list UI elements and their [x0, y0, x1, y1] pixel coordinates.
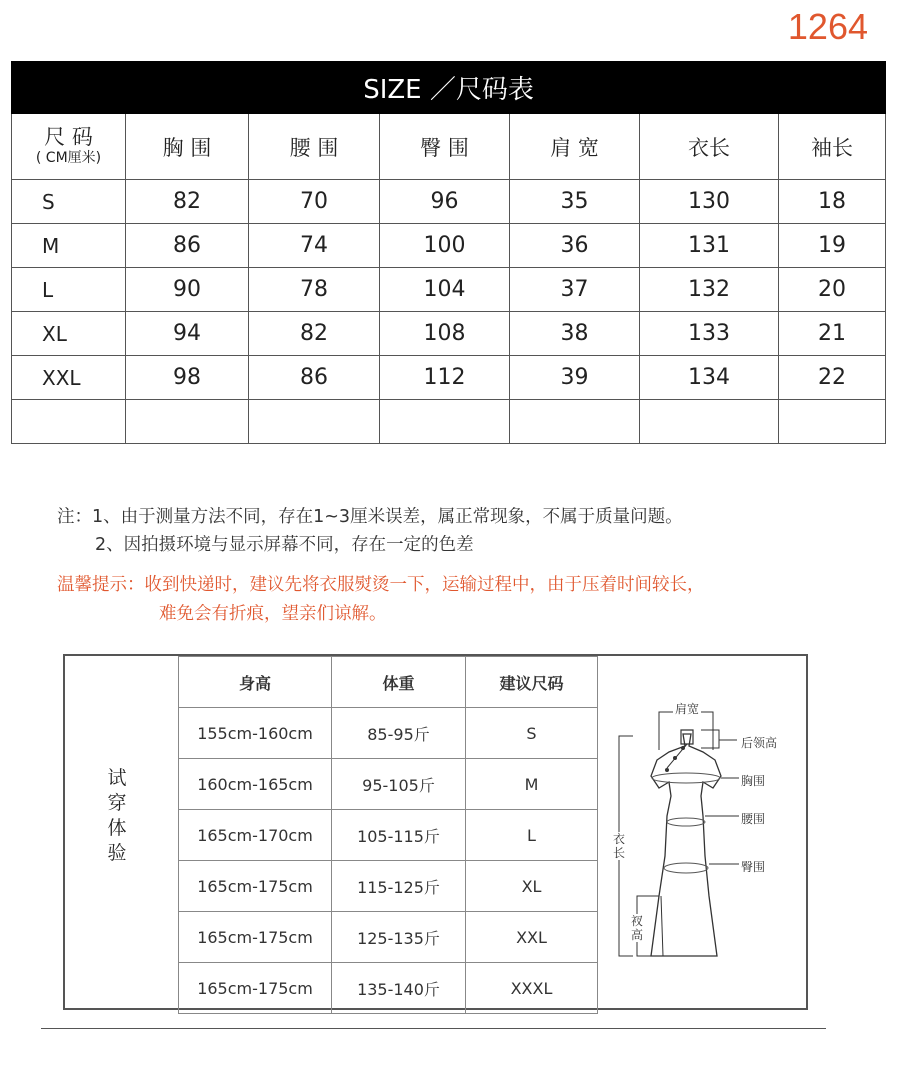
trial-label: 试穿体验 [107, 767, 127, 864]
column-header-sleeve: 袖长 [779, 114, 886, 180]
table-row [12, 356, 886, 400]
trial-fit-table [178, 656, 598, 1014]
waist-measure-line [667, 818, 705, 826]
size-cell: L [12, 268, 126, 312]
label-length: 衣长 [612, 832, 625, 860]
empty-cell [640, 400, 779, 444]
size-chart-header-row [12, 114, 886, 180]
trial-fit-section [63, 654, 808, 1010]
column-header-length: 衣长 [640, 114, 779, 180]
trial-header-row [179, 657, 598, 708]
button-icon [673, 756, 677, 760]
weight-cell: 85-95斤 [332, 708, 466, 759]
label-waist: 腰围 [741, 812, 766, 826]
value-cell: 134 [640, 356, 779, 400]
empty-cell [126, 400, 249, 444]
table-row [12, 224, 886, 268]
suggested-size-cell: L [466, 810, 598, 861]
table-row [179, 708, 598, 759]
empty-table-row [12, 400, 886, 444]
size-cell: M [12, 224, 126, 268]
value-cell: 90 [126, 268, 249, 312]
label-back-collar: 后领高 [741, 736, 778, 750]
suggested-size-cell: XXXL [466, 963, 598, 1014]
size-header-label: 尺 码 [44, 125, 93, 150]
collar-shape [681, 730, 693, 744]
height-cell: 155cm-160cm [179, 708, 332, 759]
weight-cell: 125-135斤 [332, 912, 466, 963]
suggested-size-cell: S [466, 708, 598, 759]
table-row [179, 861, 598, 912]
label-slit: 衩高 [630, 914, 643, 942]
label-chest: 胸围 [741, 774, 766, 788]
column-header-shoulder: 肩 宽 [510, 114, 640, 180]
value-cell: 86 [126, 224, 249, 268]
size-chart-table [11, 61, 886, 444]
measurement-notes [57, 503, 683, 559]
size-cell: XL [12, 312, 126, 356]
header-weight: 体重 [332, 657, 466, 708]
button-icon [681, 746, 685, 750]
table-row [179, 810, 598, 861]
product-code: 1264 [787, 6, 868, 47]
back-collar-bracket [701, 730, 719, 748]
value-cell: 74 [249, 224, 380, 268]
note-line-1: 注：1、由于测量方法不同，存在1~3厘米误差，属正常现象，不属于质量问题。 [57, 507, 683, 527]
table-row [12, 312, 886, 356]
empty-cell [249, 400, 380, 444]
height-cell: 165cm-175cm [179, 861, 332, 912]
qipao-dress-illustration [597, 656, 806, 1010]
size-chart-title: SIZE ／尺码表 [12, 62, 886, 114]
header-height: 身高 [179, 657, 332, 708]
slit-line [661, 896, 663, 956]
value-cell: 20 [779, 268, 886, 312]
value-cell: 86 [249, 356, 380, 400]
value-cell: 133 [640, 312, 779, 356]
size-cell: XXL [12, 356, 126, 400]
weight-cell: 115-125斤 [332, 861, 466, 912]
measurement-diagram [597, 656, 806, 1010]
warm-tips [57, 571, 705, 629]
suggested-size-cell: XL [466, 861, 598, 912]
table-row [179, 759, 598, 810]
weight-cell: 135-140斤 [332, 963, 466, 1014]
value-cell: 38 [510, 312, 640, 356]
hip-measure-line [664, 863, 708, 873]
value-cell: 82 [126, 180, 249, 224]
weight-cell: 95-105斤 [332, 759, 466, 810]
height-cell: 165cm-175cm [179, 912, 332, 963]
height-cell: 165cm-170cm [179, 810, 332, 861]
value-cell: 108 [380, 312, 510, 356]
value-cell: 21 [779, 312, 886, 356]
table-row [12, 268, 886, 312]
value-cell: 131 [640, 224, 779, 268]
header-suggested-size: 建议尺码 [466, 657, 598, 708]
label-hip: 臀围 [741, 860, 766, 874]
value-cell: 35 [510, 180, 640, 224]
note-line-2: 2、因拍摄环境与显示屏幕不同，存在一定的色差 [95, 535, 474, 555]
value-cell: 19 [779, 224, 886, 268]
value-cell: 39 [510, 356, 640, 400]
value-cell: 36 [510, 224, 640, 268]
value-cell: 100 [380, 224, 510, 268]
value-cell: 22 [779, 356, 886, 400]
empty-cell [12, 400, 126, 444]
tip-line-1: 温馨提示：收到快递时，建议先将衣服熨烫一下，运输过程中，由于压着时间较长， [57, 575, 705, 595]
value-cell: 82 [249, 312, 380, 356]
value-cell: 78 [249, 268, 380, 312]
tip-line-2: 难免会有折痕，望亲们谅解。 [159, 604, 387, 624]
value-cell: 98 [126, 356, 249, 400]
value-cell: 130 [640, 180, 779, 224]
table-row [12, 180, 886, 224]
value-cell: 112 [380, 356, 510, 400]
column-header-chest: 胸 围 [126, 114, 249, 180]
table-row [179, 912, 598, 963]
button-icon [665, 768, 669, 772]
value-cell: 18 [779, 180, 886, 224]
value-cell: 104 [380, 268, 510, 312]
suggested-size-cell: M [466, 759, 598, 810]
value-cell: 96 [380, 180, 510, 224]
size-unit-label: ( CM厘米) [35, 150, 102, 167]
value-cell: 37 [510, 268, 640, 312]
table-row [179, 963, 598, 1014]
footer-divider [41, 1028, 826, 1029]
size-column-header [12, 114, 126, 180]
column-header-waist: 腰 围 [249, 114, 380, 180]
empty-cell [510, 400, 640, 444]
column-header-hip: 臀 围 [380, 114, 510, 180]
weight-cell: 105-115斤 [332, 810, 466, 861]
value-cell: 70 [249, 180, 380, 224]
empty-cell [380, 400, 510, 444]
empty-cell [779, 400, 886, 444]
value-cell: 94 [126, 312, 249, 356]
height-cell: 160cm-165cm [179, 759, 332, 810]
size-cell: S [12, 180, 126, 224]
height-cell: 165cm-175cm [179, 963, 332, 1014]
label-shoulder: 肩宽 [675, 702, 700, 716]
suggested-size-cell: XXL [466, 912, 598, 963]
chest-measure-line [652, 773, 720, 783]
value-cell: 132 [640, 268, 779, 312]
